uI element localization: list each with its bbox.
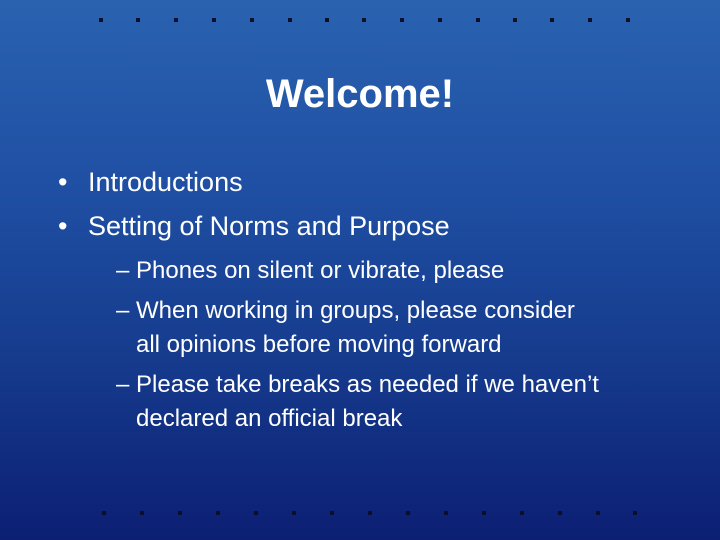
divider-dot [513, 18, 517, 22]
bullet-item [58, 160, 688, 204]
divider-dot [140, 511, 144, 515]
divider-dot [136, 18, 140, 22]
divider-dot [482, 511, 486, 515]
divider-dot [368, 511, 372, 515]
divider-dot [400, 18, 404, 22]
dash-marker: – [116, 257, 130, 284]
divider-dot [102, 511, 106, 515]
divider-dot [520, 511, 524, 515]
divider-dot [174, 18, 178, 22]
sub-bullet-text: Phones on silent or vibrate, please [136, 257, 505, 284]
sub-bullet-list [116, 254, 688, 436]
divider-dot [476, 18, 480, 22]
divider-dot [626, 18, 630, 22]
sub-bullet-item [116, 294, 688, 362]
bullet-text: Setting of Norms and Purpose [88, 211, 450, 241]
divider-dot [254, 511, 258, 515]
bullet-marker: • [58, 211, 68, 241]
dash-marker: – [116, 297, 130, 324]
divider-dot [178, 511, 182, 515]
divider-dot [550, 18, 554, 22]
sub-bullet-text: all opinions before moving forward [136, 331, 502, 358]
divider-dot [212, 18, 216, 22]
sub-bullet-text: declared an official break [136, 405, 403, 432]
divider-dot [288, 18, 292, 22]
sub-bullet-item [116, 254, 688, 288]
divider-dot [292, 511, 296, 515]
slide-title: Welcome! [265, 72, 455, 116]
slide-body [58, 160, 688, 436]
dash-marker: – [116, 371, 130, 398]
divider-dot [444, 511, 448, 515]
bullet-text: Introductions [88, 167, 243, 197]
bullet-marker: • [58, 167, 68, 197]
bullet-item [58, 204, 688, 248]
divider-dot [558, 511, 562, 515]
divider-dot [596, 511, 600, 515]
bottom-dot-divider [0, 511, 720, 517]
divider-dot [99, 18, 103, 22]
sub-bullet-item [116, 368, 688, 436]
divider-dot [330, 511, 334, 515]
divider-dot [633, 511, 637, 515]
divider-dot [362, 18, 366, 22]
top-dot-divider [0, 18, 720, 24]
divider-dot [406, 511, 410, 515]
divider-dot [216, 511, 220, 515]
divider-dot [588, 18, 592, 22]
sub-bullet-text: Please take breaks as needed if we haven’t [136, 371, 599, 398]
divider-dot [438, 18, 442, 22]
sub-bullet-text: When working in groups, please consider [136, 297, 575, 324]
divider-dot [325, 18, 329, 22]
divider-dot [250, 18, 254, 22]
